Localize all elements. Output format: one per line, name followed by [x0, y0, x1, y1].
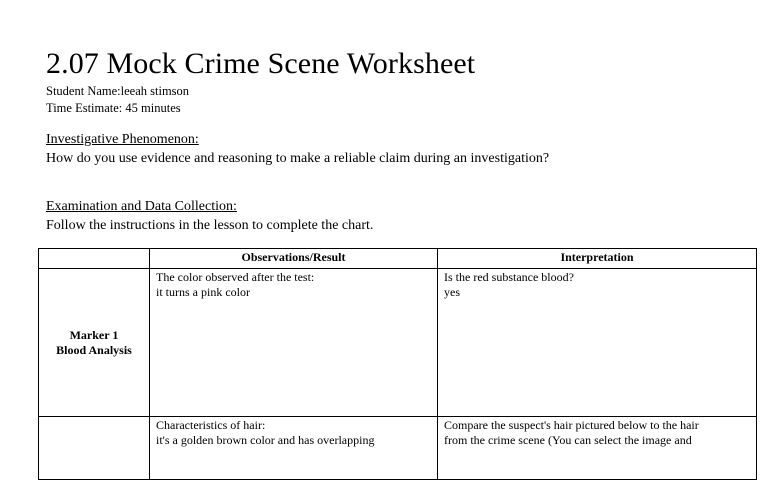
- interpretation-cell[interactable]: [438, 417, 757, 480]
- observation-cell[interactable]: [150, 417, 438, 480]
- page-title: 2.07 Mock Crime Scene Worksheet: [46, 47, 476, 80]
- interpretation-cell[interactable]: [438, 269, 757, 417]
- interpretation-answer[interactable]: yes: [444, 285, 460, 299]
- interpretation-prompt-cont: from the crime scene (You can select the image and: [444, 433, 692, 447]
- observation-answer[interactable]: it's a golden brown color and has overlapping: [156, 433, 375, 447]
- student-name: Student Name:leeah stimson: [46, 84, 190, 98]
- row-label-line: Marker 1: [69, 327, 119, 342]
- observation-cell[interactable]: [150, 269, 438, 417]
- row-label-marker-1: [39, 269, 150, 417]
- investigative-question: How do you use evidence and reasoning to make a reliable claim during an investigation?: [46, 151, 550, 166]
- observation-prompt: Characteristics of hair:: [156, 418, 266, 432]
- investigative-heading: Investigative Phenomenon:: [46, 132, 199, 147]
- examination-instructions: Follow the instructions in the lesson to complete the chart.: [46, 218, 374, 233]
- interpretation-prompt: Compare the suspect's hair pictured below to the hair: [444, 418, 699, 432]
- header-interpretation: Interpretation: [438, 249, 757, 269]
- row-label-marker-2: [39, 417, 150, 480]
- header-blank: [39, 249, 150, 269]
- observation-prompt: The color observed after the test:: [156, 270, 315, 284]
- data-collection-table: [38, 248, 757, 480]
- time-estimate: Time Estimate: 45 minutes: [46, 101, 181, 115]
- table-header-row: [39, 249, 757, 269]
- table-row: [39, 417, 757, 480]
- interpretation-prompt: Is the red substance blood?: [444, 270, 574, 284]
- header-observations: Observations/Result: [150, 249, 438, 269]
- table-row: [39, 269, 757, 417]
- examination-heading: Examination and Data Collection:: [46, 199, 237, 214]
- observation-answer[interactable]: it turns a pink color: [156, 285, 250, 299]
- row-label-line: Blood Analysis: [56, 342, 132, 357]
